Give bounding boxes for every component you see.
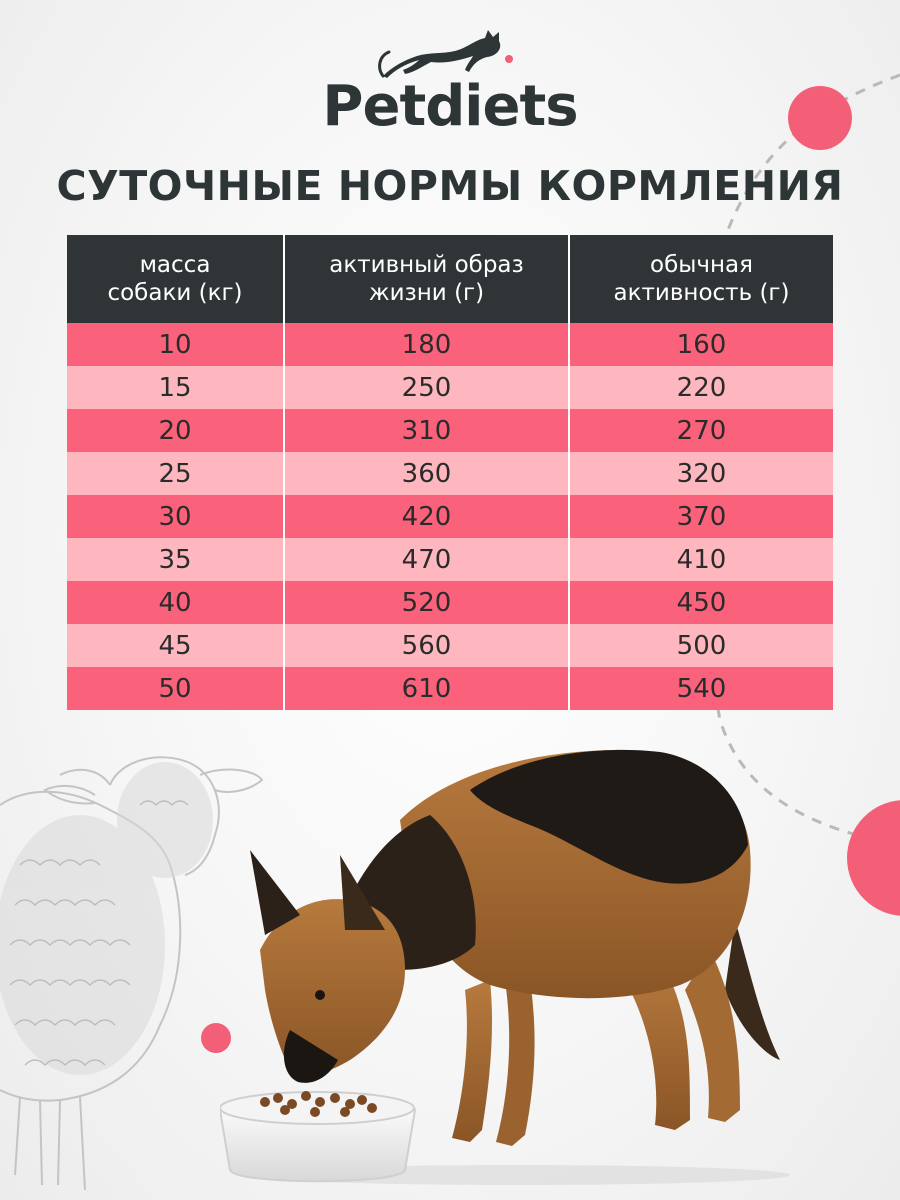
cell-weight: 25	[67, 452, 284, 495]
cell-weight: 40	[67, 581, 284, 624]
header-normal-activity	[569, 235, 833, 323]
cell-weight: 15	[67, 366, 284, 409]
cell-active: 250	[284, 366, 569, 409]
brand-logo	[0, 22, 900, 137]
table-row	[67, 624, 833, 667]
cell-active: 420	[284, 495, 569, 538]
header-active-lifestyle-line1: активный образ	[329, 252, 524, 278]
header-normal-activity-line2: активность (г)	[613, 280, 790, 306]
cell-weight: 10	[67, 323, 284, 366]
cell-weight: 45	[67, 624, 284, 667]
table-row	[67, 409, 833, 452]
cell-active: 520	[284, 581, 569, 624]
cell-normal: 410	[569, 538, 833, 581]
cell-normal: 450	[569, 581, 833, 624]
table-row	[67, 495, 833, 538]
cell-normal: 370	[569, 495, 833, 538]
feeding-table	[67, 235, 833, 710]
cell-active: 610	[284, 667, 569, 710]
header-normal-activity-line1: обычная	[650, 252, 753, 278]
table-header-row	[67, 235, 833, 323]
cell-normal: 540	[569, 667, 833, 710]
cell-active: 470	[284, 538, 569, 581]
dog-illustration	[220, 730, 800, 1190]
cat-logo-icon	[375, 26, 525, 81]
cell-weight: 20	[67, 409, 284, 452]
table-row	[67, 581, 833, 624]
table-row	[67, 667, 833, 710]
header-dog-weight	[67, 235, 284, 323]
cell-normal: 160	[569, 323, 833, 366]
cell-active: 310	[284, 409, 569, 452]
brand-name: Petdiets	[322, 74, 578, 139]
header-active-lifestyle	[284, 235, 569, 323]
cell-normal: 500	[569, 624, 833, 667]
accent-circle-right	[847, 800, 900, 916]
header-dog-weight-line1: масса	[139, 252, 211, 278]
page-title: СУТОЧНЫЕ НОРМЫ КОРМЛЕНИЯ	[56, 162, 844, 210]
table-row	[67, 323, 833, 366]
cell-weight: 30	[67, 495, 284, 538]
table-row	[67, 452, 833, 495]
cell-active: 180	[284, 323, 569, 366]
table-row	[67, 538, 833, 581]
cell-active: 560	[284, 624, 569, 667]
cell-normal: 220	[569, 366, 833, 409]
cell-normal: 320	[569, 452, 833, 495]
table-row	[67, 366, 833, 409]
cell-active: 360	[284, 452, 569, 495]
cell-weight: 35	[67, 538, 284, 581]
header-active-lifestyle-line2: жизни (г)	[368, 280, 485, 306]
cell-normal: 270	[569, 409, 833, 452]
cell-weight: 50	[67, 667, 284, 710]
header-dog-weight-line2: собаки (кг)	[107, 280, 243, 306]
